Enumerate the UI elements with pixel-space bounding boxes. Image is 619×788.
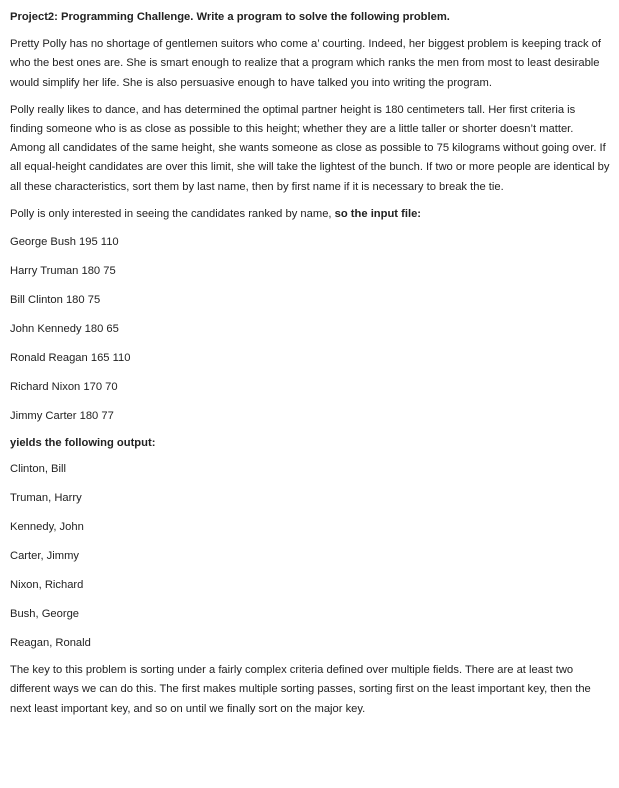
output-line: Reagan, Ronald <box>10 637 91 650</box>
input-line: Jimmy Carter 180 77 <box>10 410 114 423</box>
document-title: Project2: Programming Challenge. Write a program to solve the following problem. <box>10 11 450 23</box>
input-line: George Bush 195 110 <box>10 236 119 249</box>
sorting-paragraph: The key to this problem is sorting under a fairly complex criteria defined over multiple fields. There are at least two different ways we can do this. The first makes multiple sorting passes, sorting first on the least important key, then the next least important key, and so on until we finally sort on the major key. <box>10 664 591 715</box>
output-line: Nixon, Richard <box>10 579 84 592</box>
input-line: Bill Clinton 180 75 <box>10 294 101 307</box>
intro-paragraph: Pretty Polly has no shortage of gentlemen suitors who come a’ courting. Indeed, her biggest problem is keeping track of who the best ones are. She is smart enough to realize that a program which ranks the men from most to least desirable would simplify her life. She is also persuasive enough to have talked you into writing the program. <box>10 38 601 89</box>
output-line: Truman, Harry <box>10 492 82 505</box>
input-intro <box>10 205 610 224</box>
output-line: Clinton, Bill <box>10 463 66 476</box>
input-line: John Kennedy 180 65 <box>10 323 119 336</box>
output-intro: yields the following output: <box>10 437 156 450</box>
input-intro-text: Polly is only interested in seeing the candidates ranked by name, <box>10 207 335 220</box>
output-line: Kennedy, John <box>10 521 84 534</box>
input-line: Ronald Reagan 165 110 <box>10 352 131 365</box>
document-page <box>10 8 610 719</box>
input-intro-bold: so the input file: <box>334 207 422 220</box>
output-line: Bush, George <box>10 608 80 621</box>
output-line: Carter, Jimmy <box>10 550 79 563</box>
criteria-paragraph: Polly really likes to dance, and has determined the optimal partner height is 180 centimeters tall. Her first criteria is finding someone who is as close as possible to this height; whether they are a little taller or shorter doesn’t matter. Among all candidates of the same height, she wants someone as close as possible to 75 kilograms without going over. If all equal-height candidates are over this limit, she will take the lightest of the bunch. If two or more people are identical by all these characteristics, sort them by last name, then by first name if it is necessary to break the tie. <box>10 103 610 193</box>
input-line: Harry Truman 180 75 <box>10 265 116 278</box>
input-line: Richard Nixon 170 70 <box>10 381 118 394</box>
output-list <box>10 460 610 663</box>
input-list <box>10 233 610 436</box>
